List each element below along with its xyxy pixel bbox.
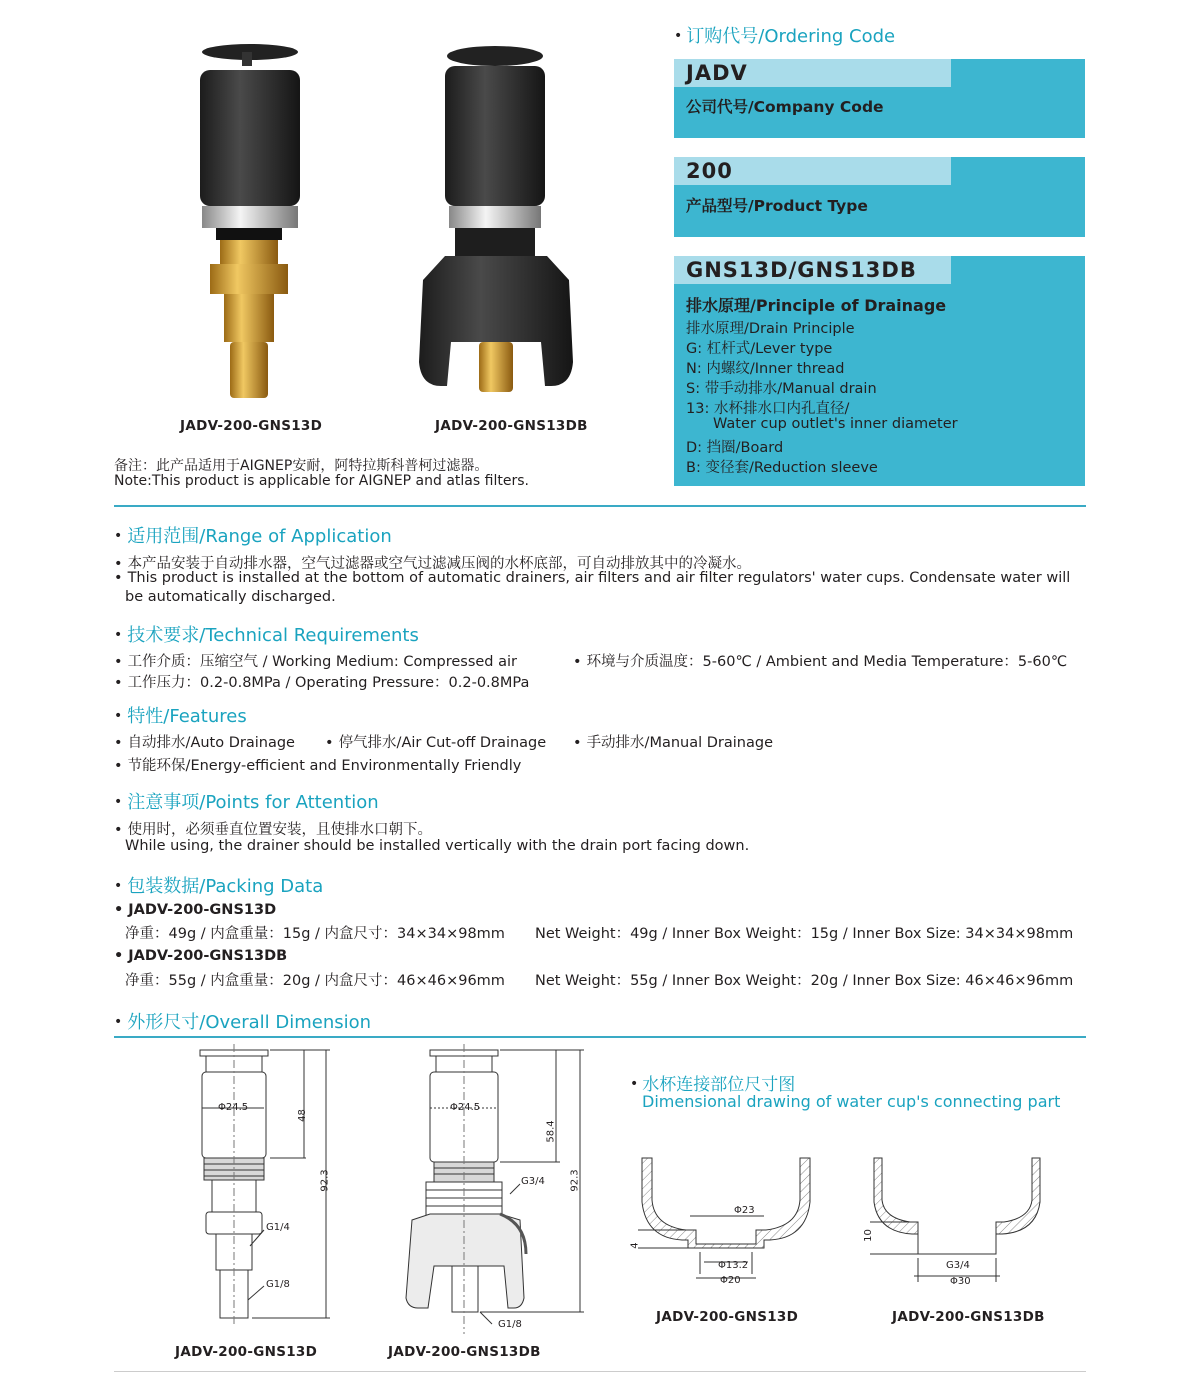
dimension-drawing-gns13db bbox=[400, 1044, 590, 1334]
product-photo-gns13d bbox=[180, 42, 320, 404]
features-title: • 特性/Features bbox=[114, 706, 247, 727]
drain-line-0: 排水原理/Drain Principle bbox=[686, 321, 855, 337]
cup-title-cn: • 水杯连接部位尺寸图 bbox=[630, 1075, 796, 1095]
product-type-block bbox=[674, 157, 1085, 237]
dim-left-t1: G1/4 bbox=[266, 1222, 290, 1233]
dimension-drawing-gns13d bbox=[180, 1044, 340, 1324]
cup-left-d3: Φ20 bbox=[720, 1275, 741, 1286]
packing-model-2-cn: 净重：55g / 内盒重量：20g / 内盒尺寸：46×46×96mm bbox=[125, 973, 505, 989]
cup-left-h: 4 bbox=[629, 1242, 641, 1249]
dimension-caption-right: JADV-200-GNS13DB bbox=[388, 1344, 541, 1360]
technical-title: • 技术要求/Technical Requirements bbox=[114, 625, 419, 646]
dim-left-dia: Φ24.5 bbox=[218, 1102, 249, 1113]
product-caption-right: JADV-200-GNS13DB bbox=[435, 418, 588, 434]
technical-medium: • 工作介质：压缩空气 / Working Medium: Compressed air bbox=[114, 654, 517, 670]
divider-top bbox=[114, 505, 1086, 507]
ordering-title: • 订购代号/Ordering Code bbox=[674, 26, 896, 47]
cup-right-d1: G3/4 bbox=[946, 1260, 970, 1271]
company-code-label: 公司代号/Company Code bbox=[686, 98, 884, 116]
cup-caption-right: JADV-200-GNS13DB bbox=[892, 1309, 1045, 1325]
attention-en: While using, the drainer should be installed vertically with the drain port facing down. bbox=[125, 838, 750, 854]
company-code-block bbox=[674, 59, 1085, 138]
packing-model-1-cn: 净重：49g / 内盒重量：15g / 内盒尺寸：34×34×98mm bbox=[125, 926, 505, 942]
drain-line-1: G: 杠杆式/Lever type bbox=[686, 341, 833, 357]
dim-right-t2: G1/8 bbox=[498, 1319, 522, 1330]
packing-model-2: • JADV-200-GNS13DB bbox=[114, 948, 288, 964]
dim-left-h1: 48 bbox=[296, 1109, 308, 1122]
drain-line-4: 13: 水杯排水口内孔直径/ bbox=[686, 401, 850, 417]
cup-left-d1: Φ23 bbox=[734, 1205, 755, 1216]
divider-bottom bbox=[114, 1371, 1086, 1372]
attention-cn: • 使用时，必须垂直位置安装，且使排水口朝下。 bbox=[114, 822, 433, 838]
drain-line-5: Water cup outlet's inner diameter bbox=[713, 416, 958, 432]
drain-line-6: D: 挡圈/Board bbox=[686, 440, 784, 456]
application-title: • 适用范围/Range of Application bbox=[114, 526, 392, 547]
drainage-code: GNS13D/GNS13DB bbox=[674, 256, 951, 284]
note-en: Note:This product is applicable for AIGNEP and atlas filters. bbox=[114, 473, 529, 489]
application-line-2: • This product is installed at the bottom of automatic drainers, air filters and air filter regulators' water cups. Condensate water will bbox=[114, 570, 1071, 586]
packing-model-1-en: Net Weight：49g / Inner Box Weight：15g / Inner Box Size: 34×34×98mm bbox=[535, 926, 1074, 942]
cup-left-d2: Φ13.2 bbox=[718, 1260, 749, 1271]
technical-pressure: • 工作压力：0.2-0.8MPa / Operating Pressure：0.2-0.8MPa bbox=[114, 675, 530, 691]
dim-right-h2: 92.3 bbox=[569, 1169, 581, 1192]
dim-right-dia: Φ24.5 bbox=[450, 1102, 481, 1113]
product-caption-left: JADV-200-GNS13D bbox=[180, 418, 323, 434]
dimension-caption-left: JADV-200-GNS13D bbox=[175, 1344, 318, 1360]
product-photo-gns13db bbox=[415, 42, 577, 396]
dim-left-t2: G1/8 bbox=[266, 1279, 290, 1290]
note-cn: 备注：此产品适用于AIGNEP安耐，阿特拉斯科普柯过滤器。 bbox=[114, 458, 489, 474]
packing-title: • 包装数据/Packing Data bbox=[114, 876, 324, 897]
application-line-1: • 本产品安装于自动排水器，空气过滤器或空气过滤减压阀的水杯底部，可自动排放其中的冷凝水。 bbox=[114, 556, 752, 572]
drain-line-3: S: 带手动排水/Manual drain bbox=[686, 381, 877, 397]
dimension-title: • 外形尺寸/Overall Dimension bbox=[114, 1012, 372, 1033]
feature-energy: • 节能环保/Energy-efficient and Environmentally Friendly bbox=[114, 758, 522, 774]
attention-title: • 注意事项/Points for Attention bbox=[114, 792, 379, 813]
feature-auto: • 自动排水/Auto Drainage bbox=[114, 735, 295, 751]
cup-right-h: 10 bbox=[862, 1229, 874, 1242]
drain-line-7: B: 变径套/Reduction sleeve bbox=[686, 460, 878, 476]
dim-left-h2: 92.3 bbox=[319, 1169, 331, 1192]
feature-manual: • 手动排水/Manual Drainage bbox=[573, 735, 773, 751]
dim-right-h1: 58.4 bbox=[545, 1120, 557, 1143]
drain-line-2: N: 内螺纹/Inner thread bbox=[686, 361, 845, 377]
feature-cutoff: • 停气排水/Air Cut-off Drainage bbox=[325, 735, 547, 751]
drainage-label: 排水原理/Principle of Drainage bbox=[686, 296, 947, 315]
product-type-label: 产品型号/Product Type bbox=[686, 197, 868, 215]
company-code: JADV bbox=[674, 59, 951, 87]
cup-title-en: Dimensional drawing of water cup's connecting part bbox=[642, 1092, 1061, 1111]
packing-model-1: • JADV-200-GNS13D bbox=[114, 902, 277, 918]
product-type-code: 200 bbox=[674, 157, 951, 185]
packing-model-2-en: Net Weight：55g / Inner Box Weight：20g / Inner Box Size: 46×46×96mm bbox=[535, 973, 1074, 989]
dim-right-t1: G3/4 bbox=[521, 1176, 545, 1187]
technical-temperature: • 环境与介质温度：5-60℃ / Ambient and Media Temperature：5-60℃ bbox=[573, 654, 1068, 670]
cup-right-d2: Φ30 bbox=[950, 1276, 971, 1287]
cup-caption-left: JADV-200-GNS13D bbox=[656, 1309, 799, 1325]
application-line-3: be automatically discharged. bbox=[125, 589, 336, 605]
divider-dimension bbox=[114, 1036, 1086, 1038]
drainage-block bbox=[674, 256, 1085, 486]
